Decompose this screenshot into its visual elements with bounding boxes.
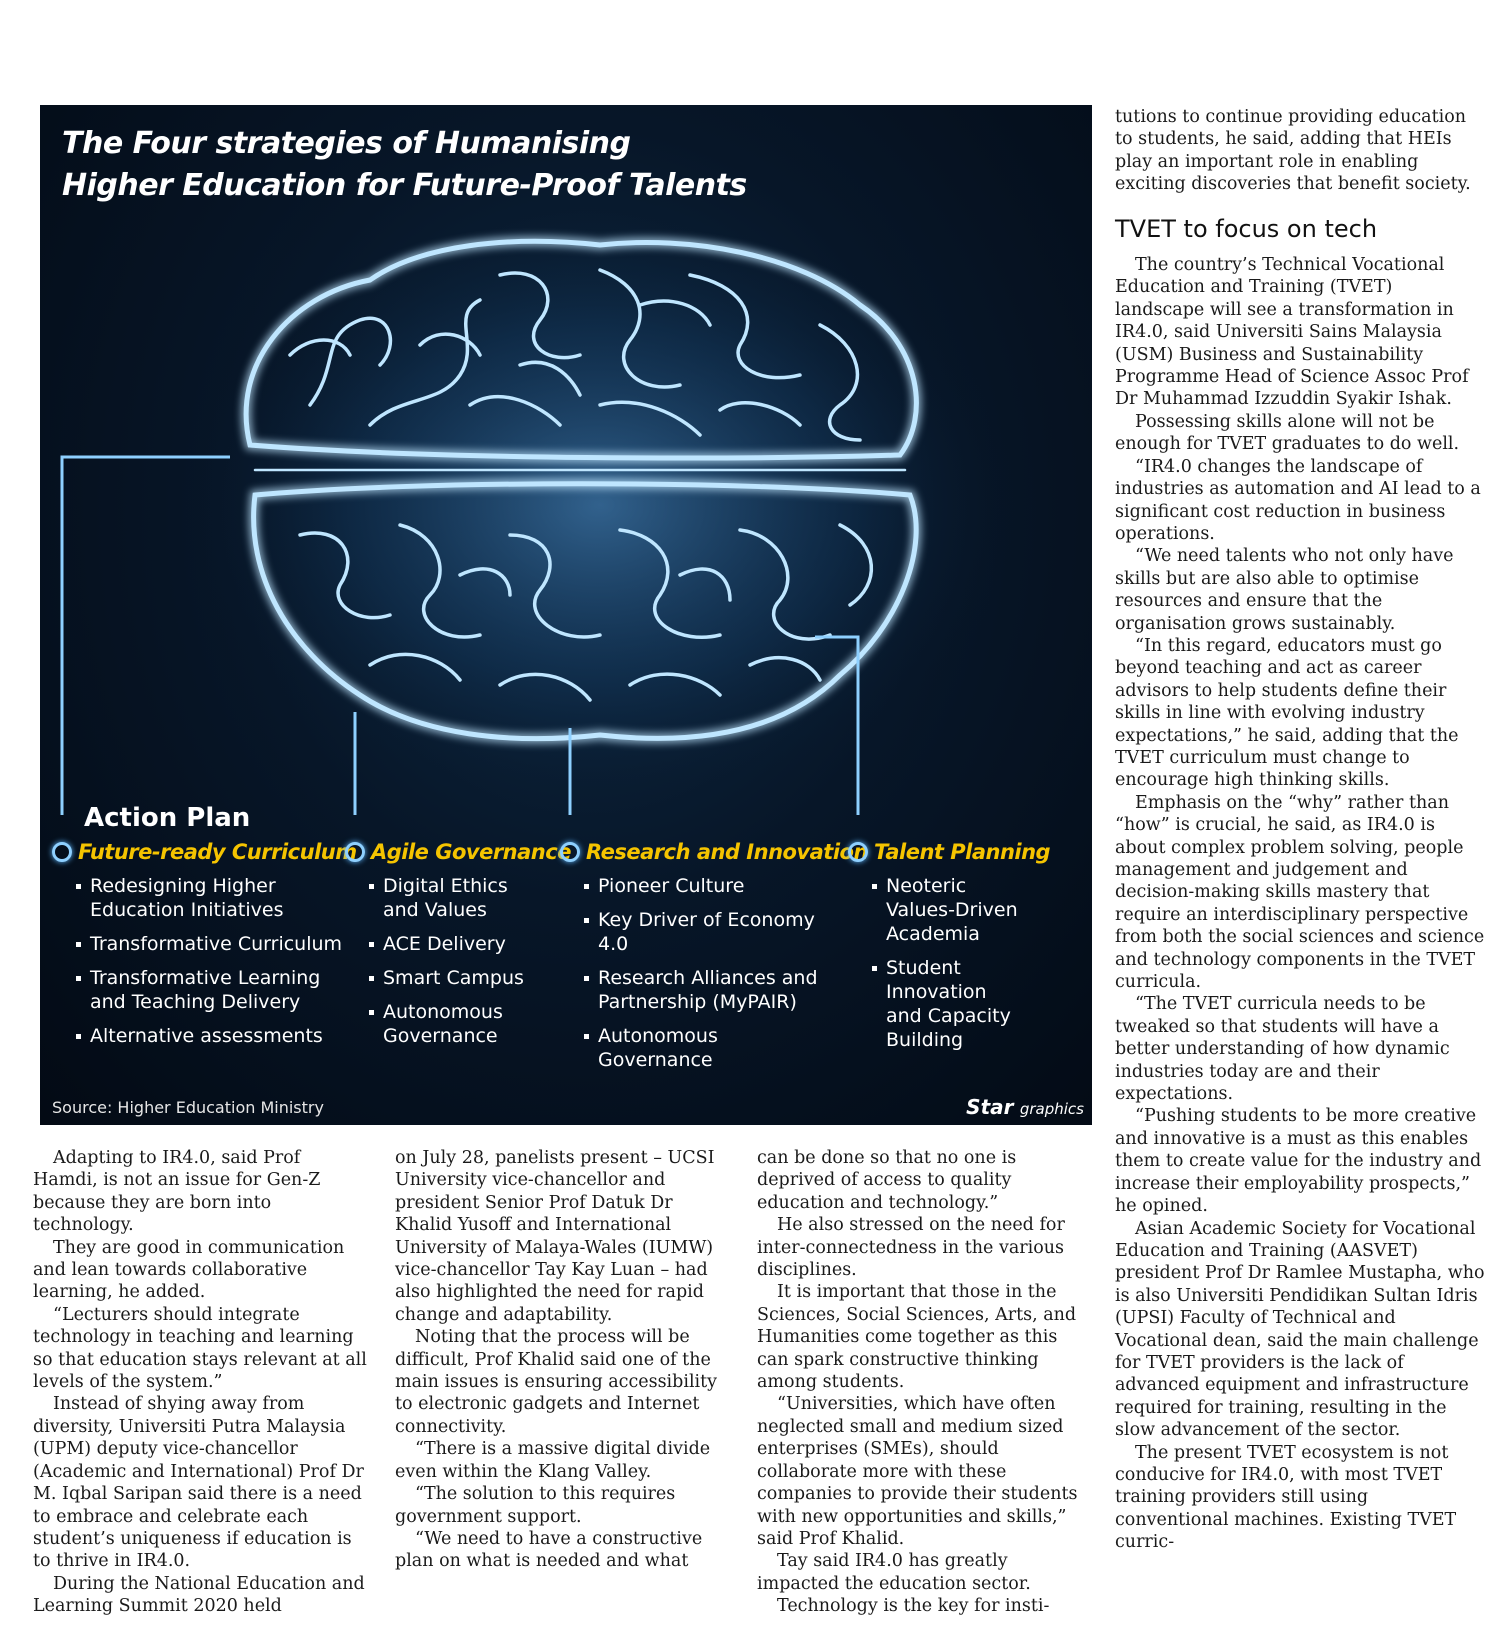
strategy-research-and-innovation — [560, 840, 868, 1082]
circle-marker-icon — [560, 842, 580, 862]
graphics-credit — [966, 1095, 1084, 1119]
paragraph: During the National Education and Learning Summit 2020 held — [33, 1573, 365, 1617]
circle-marker-icon — [345, 842, 365, 862]
paragraph: “The solution to this requires government support. — [395, 1484, 676, 1527]
credit-brand: Star — [966, 1095, 1014, 1119]
strategy-item: Digital Ethics and Values — [369, 874, 545, 922]
strategy-talent-planning — [848, 840, 1051, 1062]
paragraph: Adapting to IR4.0, said Prof Hamdi, is not an issue for Gen-Z because they are born into technology. — [33, 1148, 321, 1236]
strategy-item: Pioneer Culture — [584, 874, 830, 898]
strategy-title: Talent Planning — [874, 840, 1051, 864]
paragraph: tutions to continue providing education to students, he said, adding that HEIs play an important role in enabling exciting discoveries that benefit society. — [1115, 107, 1471, 195]
strategy-item: ACE Delivery — [369, 932, 545, 956]
article-column-1 — [33, 1147, 368, 1618]
strategy-item: Transformative Curriculum — [76, 932, 352, 956]
strategy-item: Research Alliances and Partnership (MyPAIR) — [584, 966, 830, 1014]
strategy-title: Agile Governance — [371, 840, 571, 864]
strategy-agile-governance — [345, 840, 571, 1058]
paragraph: on July 28, panelists present – UCSI University vice-chancellor and president Senior Prof Datuk Dr Khalid Yusoff and International University of Malaya-Wales (IUMW) vice-chancellor Tay Kay Luan – had also highlighted the need for rapid change and adaptability. — [395, 1148, 715, 1325]
paragraph: Noting that the process will be difficult, Prof Khalid said one of the main issues is ensuring accessibility to electronic gadgets and Internet connectivity. — [395, 1327, 718, 1437]
strategy-item: Student Innovation and Capacity Building — [872, 956, 1026, 1052]
paragraph: Possessing skills alone will not be enough for TVET graduates to do well. — [1115, 411, 1460, 455]
paragraph: Technology is the key for insti- — [777, 1596, 1050, 1617]
strategy-item: Key Driver of Economy 4.0 — [584, 908, 830, 956]
credit-suffix: graphics — [1019, 1100, 1084, 1118]
strategy-item: Autonomous Governance — [584, 1024, 830, 1072]
source-note: Source: Higher Education Ministry — [52, 1098, 324, 1117]
paragraph: “The TVET curricula needs to be tweaked so that students will have a better understanding of how dynamic industries today are and their expectations. — [1115, 994, 1450, 1105]
infographic — [40, 105, 1092, 1125]
strategy-item: Autonomous Governance — [369, 1000, 545, 1048]
strategy-item: Smart Campus — [369, 966, 545, 990]
strategy-item: Alternative assessments — [76, 1024, 352, 1048]
infographic-title — [62, 123, 862, 207]
paragraph: “We need to have a constructive plan on what is needed and what — [395, 1528, 703, 1572]
paragraph: “Pushing students to be more creative and innovative is a must as this enables them to create value for the industry and increase their employability prospects,” he opined. — [1115, 1106, 1482, 1217]
paragraph: “Universities, which have often neglected small and medium sized enterprises (SMEs), should collaborate more with these companies to provide their students with new opportunities and skills,” said Prof Khalid. — [757, 1394, 1078, 1549]
article-column-4 — [1115, 106, 1485, 1554]
strategy-title: Future-ready Curriculum — [78, 840, 357, 864]
strategy-item: Redesigning Higher Education Initiatives — [76, 874, 352, 922]
strategy-item: Transformative Learning and Teaching Delivery — [76, 966, 352, 1014]
paragraph: “Lecturers should integrate technology in teaching and learning so that education stays relevant at all levels of the system.” — [33, 1304, 367, 1393]
circle-marker-icon — [52, 842, 72, 862]
paragraph: They are good in communication and lean towards collaborative learning, he added. — [33, 1237, 345, 1303]
paragraph: “In this regard, educators must go beyond teaching and act as career advisors to help students define their skills in line with evolving industry expectations,” he said, adding that the TVET curriculum must change to encourage high thinking skills. — [1115, 635, 1459, 791]
paragraph: Emphasis on the “why” rather than “how” is crucial, he said, as IR4.0 is about complex problem solving, people management and judgement and decision-making skills mastery that require an interdisciplinary perspective from both the social sciences and science and technology components in the TVET curricula. — [1115, 792, 1485, 993]
article-column-2 — [395, 1147, 730, 1573]
paragraph: It is important that those in the Sciences, Social Sciences, Arts, and Humanities come together as this can spark constructive thinking among students. — [757, 1282, 1077, 1393]
paragraph: “We need talents who not only have skills but are also able to optimise resources and ensure that the organisation grows sustainably. — [1115, 546, 1454, 634]
paragraph: can be done so that no one is deprived of access to quality education and technology.” — [757, 1148, 1017, 1213]
paragraph: The country’s Technical Vocational Education and Training (TVET) landscape will see a transformation in IR4.0, said Universiti Sains Malaysia (USM) Business and Sustainability Programme Head of Science Assoc Prof Dr Muhammad Izzuddin Syakir Ishak. — [1115, 255, 1469, 410]
strategy-item: Neoteric Values-Driven Academia — [872, 874, 1026, 946]
paragraph: “There is a massive digital divide even within the Klang Valley. — [395, 1439, 711, 1482]
title-line-2: Higher Education for Future-Proof Talents — [62, 168, 747, 203]
strategy-future-ready-curriculum — [52, 840, 357, 1058]
paragraph: Tay said IR4.0 has greatly impacted the education sector. — [757, 1551, 1031, 1594]
circle-marker-icon — [848, 842, 868, 862]
paragraph: Instead of shying away from diversity, Universiti Putra Malaysia (UPM) deputy vice-chancellor (Academic and International) Prof Dr M. Iqbal Saripan said there is a need to embrace and celebrate each student’s uniqueness if education is to thrive in IR4.0. — [33, 1394, 364, 1572]
article-column-3 — [757, 1147, 1092, 1618]
paragraph: “IR4.0 changes the landscape of industries as automation and AI lead to a significant cost reduction in business operations. — [1115, 456, 1481, 544]
section-heading: TVET to focus on tech — [1115, 214, 1378, 243]
title-line-1: The Four strategies of Humanising — [62, 126, 631, 161]
strategy-title: Research and Innovation — [586, 840, 868, 864]
paragraph: The present TVET ecosystem is not conducive for IR4.0, with most TVET training providers still using conventional machines. Existing TVET curric- — [1115, 1442, 1457, 1553]
paragraph: He also stressed on the need for inter-connectedness in the various disciplines. — [757, 1215, 1065, 1281]
action-plan-heading: Action Plan — [84, 803, 251, 833]
paragraph: Asian Academic Society for Vocational Education and Training (AASVET) president Prof Dr Ramlee Mustapha, who is also Universiti Pendidikan Sultan Idris (UPSI) Faculty of Technical and Vocational dean, said the main challenge for TVET providers is the lack of advanced equipment and infrastructure required for training, resulting in the slow advancement of the sector. — [1115, 1218, 1485, 1441]
